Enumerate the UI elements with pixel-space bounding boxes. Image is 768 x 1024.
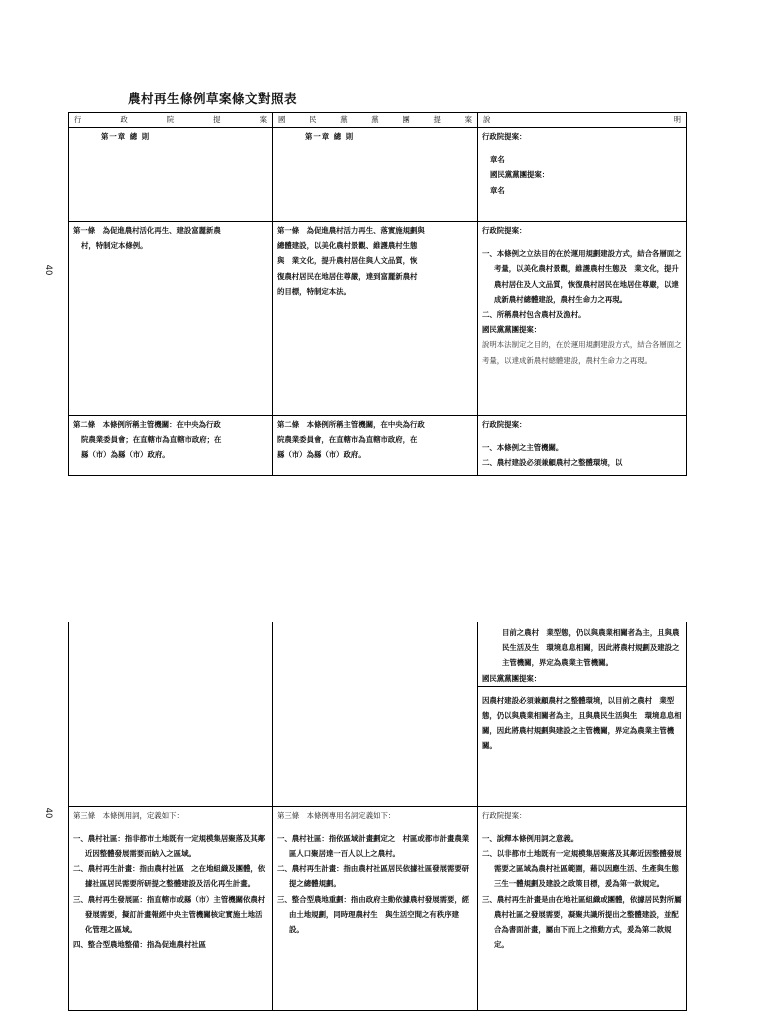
article-text: 的目標，特制定本法。	[277, 286, 351, 296]
continued-col2	[273, 622, 478, 806]
continued-col3	[478, 622, 687, 806]
table-row	[69, 806, 687, 1010]
document-title: 農村再生條例草案條文對照表	[128, 91, 298, 106]
header-char: 黨	[371, 115, 379, 124]
page-number-bottom: 40	[43, 807, 53, 819]
explanation-item: 一、本條例之主管機關。	[482, 443, 564, 453]
header-char: 明	[673, 115, 681, 124]
article-text: 縣（市）為縣（市）政府。	[81, 450, 170, 460]
explanation-item: 二、農村建設必須兼顧農村之整體環境，以	[482, 458, 623, 468]
header-char: 案	[464, 115, 472, 124]
proposal-label: 行政院提案：	[482, 810, 527, 820]
article-text: 縣（市）為縣（市）政府。	[277, 450, 366, 460]
explanation-item: 一、說釋本條例用詞之意義。	[482, 833, 579, 843]
header-char: 黨	[340, 115, 348, 124]
definition-item: 一、農村社區：指依區域計畫劃定之 村區或都市計畫農業區人口聚居達一百人以上之農村。	[277, 833, 470, 858]
article-2-col1	[69, 416, 273, 476]
header-executive-yuan	[69, 113, 273, 128]
table-row-continued	[69, 622, 687, 806]
definition-item: 一、農村社區：指非都市土地既有一定規模集居聚落及其鄰近因整體發展需要而納入之區域。	[73, 833, 266, 858]
article-2-col2	[273, 416, 478, 476]
explanation-item: 三、農村再生計畫是由在地社區組織或團體，依據居民對所屬農村社區之發展需要，凝聚共識所提出之整體建設，並配合為書面計畫，屬由下而上之推動方式，爰為第二款規定。	[482, 894, 682, 950]
article-text: 院農業委員會；在直轄市為直轄市政府；在	[81, 435, 222, 445]
table-row	[69, 222, 687, 416]
header-char: 政	[120, 115, 128, 124]
header-kmt-caucus	[273, 113, 478, 128]
header-char: 民	[309, 115, 317, 124]
article-3-col2	[273, 806, 478, 1010]
definition-item: 三、農村再生發展區：指直轄市或縣（市）主管機關依農村發展需要，擬訂計畫報經中央主管機關核定實施土地活化管理之區域。	[73, 894, 266, 934]
article-2-col3	[478, 416, 687, 476]
proposal-label: 行政院提案：	[482, 132, 527, 141]
explanation-text: 因農村建設必須兼顧農村之整體環境，以目前之農村 業型態，仍以與農業相關者為主，且與農民生活與生 環境息息相關，因此將農村規劃與建設之主管機關，界定為農業主管機關。	[482, 695, 682, 751]
header-char: 行	[74, 115, 82, 124]
definition-item: 三、整合型農地重劃：指由政府主動依據農村發展需要，經由土地規劃，同時理農村生 與生活空間之有秩序建設。	[277, 894, 470, 934]
article-text: 第三條 本條例用詞，定義如下：	[73, 810, 184, 820]
definition-item: 二、農村再生計畫：指由農村社區 之在地組織及團體，依據社區居民需要所研提之整體建設及活化再生計畫。	[73, 864, 266, 889]
table-header-row	[69, 113, 687, 128]
chapter-title: 第一章 總 則	[305, 132, 355, 141]
proposal-label: 國民黨黨團提案：	[482, 325, 542, 335]
article-1-col2	[273, 222, 478, 416]
article-text: 第一條 為促進農村活化再生、建設富麗新農	[73, 226, 221, 235]
header-explanation	[478, 113, 687, 128]
chapter-title: 第一章 總 則	[101, 132, 151, 141]
article-3-col3	[478, 806, 687, 1010]
proposal-label: 行政院提案：	[482, 226, 527, 235]
proposal-label: 國民黨黨團提案：	[482, 673, 542, 683]
explanation-item: 一、本條例之立法目的在於運用規劃建設方式，結合各層面之考量，以美化農村景觀，維護農村生態及 業文化，提升農村居住及人文品質，恢復農村居民在地居住尊嚴，以達成新農村總體建設，農村生命力之再現。	[482, 249, 682, 304]
header-char: 提	[433, 115, 441, 124]
comparison-table-part1	[68, 112, 687, 476]
header-char: 院	[166, 115, 175, 124]
article-3-col1	[69, 806, 273, 1010]
header-char: 團	[402, 115, 410, 124]
definition-item: 二、農村再生計畫：指由農村社區居民依據社區發展需要研提之總體規劃。	[277, 864, 470, 889]
explanation-text: 目前之農村 業型態，仍以與農業相關者為主，且與農民生活及生 環境息息相關，因此將農村規劃及建設之主管機關，界定為農業主管機關。	[502, 628, 680, 668]
article-text: 總體建設，以美化農村景觀、維護農村生態	[277, 241, 418, 251]
row-chapter-col3	[478, 128, 687, 222]
page-number-top: 40	[43, 264, 53, 276]
explanation-item: 二、以非都市土地既有一定規模集居聚落及其鄰近因整體發展需要之區域為農村社區範圍，藉以因應生活、生產與生態三生一體規劃及建設之政策目標，爰為第一款規定。	[482, 848, 682, 889]
note-text: 章名	[490, 155, 505, 165]
table-row	[69, 416, 687, 476]
article-1-col1	[69, 222, 273, 416]
article-text: 復農村居民在地居住尊嚴，達到富麗新農村	[277, 271, 418, 281]
definition-item: 四、整合型農地整備：指為促進農村社區	[73, 940, 207, 950]
table-row	[69, 128, 687, 222]
note-text: 章名	[490, 185, 505, 195]
article-text: 院農業委員會，在直轄市為直轄市政府，在	[277, 435, 418, 445]
article-text: 與 業文化，提升農村居住與人文品質，恢	[277, 256, 418, 266]
article-text: 第二條 本條例所稱主管機關，在中央為行政	[277, 420, 425, 429]
continued-col1	[69, 622, 273, 806]
header-char: 案	[259, 115, 267, 124]
article-1-col3	[478, 222, 687, 416]
article-text: 第三條 本條例專用名詞定義如下：	[277, 810, 396, 820]
article-text: 村，特制定本條例。	[81, 241, 148, 251]
row-chapter-col2	[273, 128, 478, 222]
comparison-table-part2	[68, 622, 687, 1011]
row-chapter-col1	[69, 128, 273, 222]
proposal-label: 國民黨黨團提案：	[490, 170, 550, 180]
article-text: 第二條 本條例所稱主管機關：在中央為行政	[73, 420, 221, 429]
explanation-text: 說明本法制定之目的，在於運用規劃建設方式，結合各層面之考量，以達成新農村總體建設，農村生命力之再現。	[482, 340, 682, 365]
header-char: 國	[278, 115, 286, 124]
header-char: 提	[213, 115, 221, 124]
proposal-label: 行政院提案：	[482, 420, 527, 429]
article-text: 第一條 為促進農村活力再生、落實施規劃與	[277, 226, 425, 235]
header-char: 說	[483, 115, 491, 124]
explanation-item: 二、所稱農村包含農村及漁村。	[482, 310, 586, 320]
